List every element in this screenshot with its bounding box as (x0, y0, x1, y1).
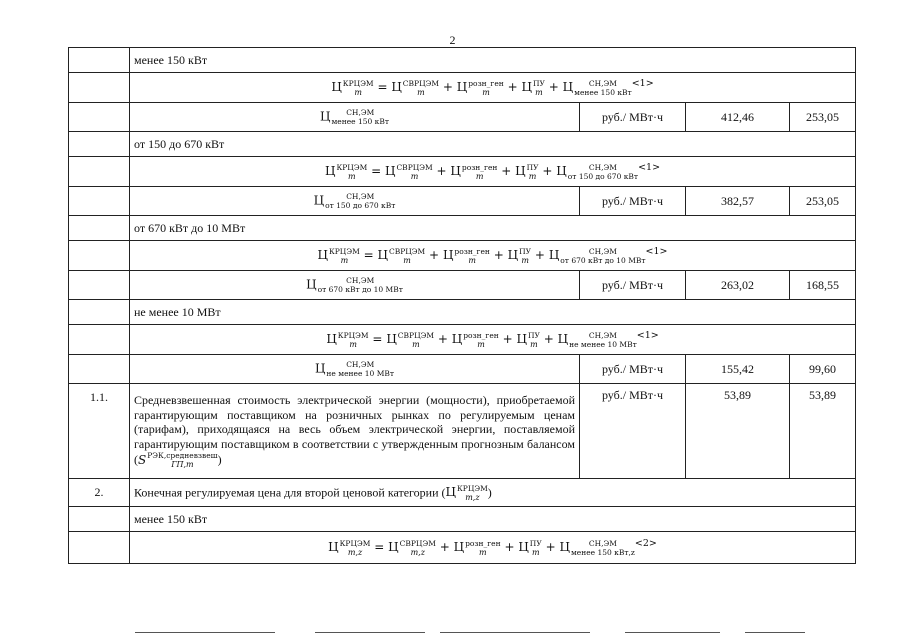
unit-cell: руб./ МВт·ч (580, 384, 686, 479)
range-label: не менее 10 МВт (130, 300, 856, 325)
scan-edge-line (745, 632, 805, 633)
num-cell (69, 103, 130, 132)
value-cell: 412,46 (686, 103, 790, 132)
value-cell: 253,05 (790, 187, 856, 216)
scan-edge-line (315, 632, 425, 633)
num-cell (69, 187, 130, 216)
num-cell (69, 132, 130, 157)
num-cell (69, 325, 130, 355)
tariff-table (68, 47, 856, 564)
num-cell (69, 73, 130, 103)
value-cell: 53,89 (790, 384, 856, 479)
unit-cell: руб./ МВт·ч (580, 355, 686, 384)
formula-row: Ц КРЦЭМ m = Ц СВРЦЭМ m + Ц розн_ген m + Ц ПУ m + Ц СН,ЭМ менее 150 кВт $^{<1>}$ (130, 73, 856, 103)
item-description: Средневзвешенная стоимость электрической энергии (мощности), приобретаемой гарантирующим поставщиком на розничных рынках по регулируемым ценам (тарифам), приходящаяся на весь объем электрической энергии, поставляемой гарантирующим поставщиком в соответствии с утвержденным прогнозным балансом (S РЭК,средневзвеш ГП,m ) (130, 384, 580, 479)
item-number: 1.1. (69, 384, 130, 479)
num-cell (69, 216, 130, 241)
item-number: 2. (69, 479, 130, 507)
unit-cell: руб./ МВт·ч (580, 103, 686, 132)
value-cell: 382,57 (686, 187, 790, 216)
formula-row: Ц КРЦЭМ m,z = Ц СВРЦЭМ m,z + Ц розн_ген m + Ц ПУ m + Ц СН,ЭМ менее 150 кВт,z $^{<2>}$ (130, 532, 856, 564)
num-cell (69, 157, 130, 187)
num-cell (69, 532, 130, 564)
component-label: Ц СН,ЭМ менее 150 кВт (130, 103, 580, 132)
unit-cell: руб./ МВт·ч (580, 271, 686, 300)
num-cell (69, 271, 130, 300)
range-label: менее 150 кВт (130, 507, 856, 532)
num-cell (69, 300, 130, 325)
value-cell: 263,02 (686, 271, 790, 300)
range-label: менее 150 кВт (130, 48, 856, 73)
num-cell (69, 48, 130, 73)
formula-row: Ц КРЦЭМ m = Ц СВРЦЭМ m + Ц розн_ген m + Ц ПУ m + Ц СН,ЭМ от 150 до 670 кВт $^{<1>}$ (130, 157, 856, 187)
page-number: 2 (449, 33, 456, 47)
value-cell: 53,89 (686, 384, 790, 479)
num-cell (69, 241, 130, 271)
value-cell: 99,60 (790, 355, 856, 384)
formula-row: Ц КРЦЭМ m = Ц СВРЦЭМ m + Ц розн_ген m + Ц ПУ m + Ц СН,ЭМ от 670 кВт до 10 МВт $^{<1>}$ (130, 241, 856, 271)
component-label: Ц СН,ЭМ от 150 до 670 кВт (130, 187, 580, 216)
component-label: Ц СН,ЭМ не менее 10 МВт (130, 355, 580, 384)
scan-edge-line (135, 632, 275, 633)
num-cell (69, 507, 130, 532)
range-label: от 150 до 670 кВт (130, 132, 856, 157)
num-cell (69, 355, 130, 384)
unit-cell: руб./ МВт·ч (580, 187, 686, 216)
component-label: Ц СН,ЭМ от 670 кВт до 10 МВт (130, 271, 580, 300)
scan-edge-line (440, 632, 590, 633)
value-cell: 253,05 (790, 103, 856, 132)
value-cell: 168,55 (790, 271, 856, 300)
value-cell: 155,42 (686, 355, 790, 384)
scan-edge-line (625, 632, 720, 633)
range-label: от 670 кВт до 10 МВт (130, 216, 856, 241)
formula-row: Ц КРЦЭМ m = Ц СВРЦЭМ m + Ц розн_ген m + Ц ПУ m + Ц СН,ЭМ не менее 10 МВт $^{<1>}$ (130, 325, 856, 355)
item-description: Конечная регулируемая цена для второй ценовой категории (Ц КРЦЭМ m,z ) (130, 479, 856, 507)
